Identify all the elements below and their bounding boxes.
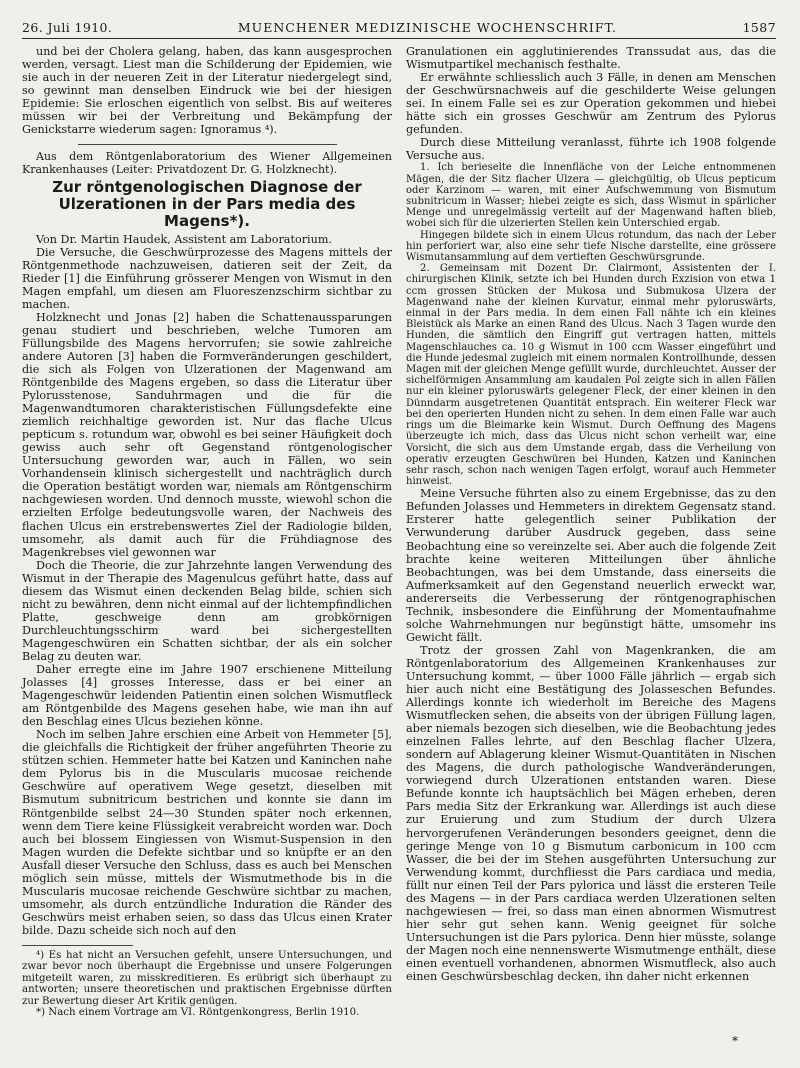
body-paragraph: Er erwähnte schliesslich auch 3 Fälle, in denen am Menschen der Geschwürsnachweis auf die geschilderte Weise gelungen sei. In einem Falle sei es zur Operation gekommen und hiebei hätte sich ein grosses Geschwür am Zentrum des Pylorus gefunden. (406, 71, 776, 137)
text-columns (22, 45, 776, 1018)
author-line: Von Dr. Martin Haudek, Assistent am Laboratorium. (36, 232, 332, 246)
article-separator (78, 144, 337, 145)
experiment-paragraph: 2. Gemeinsam mit Dozent Dr. Clairmont, Assistenten der I. chirurgischen Klinik, setzte ich bei Hunden durch Exzision von etwa 1 ccm grossen Stücken der Mukosa und Submukosa Ulzera der Magenwand nahe der kleinen Kurvatur, einmal mehr pyloruswärts, einmal in der Pars media. In dem einen Fall nähte ich ein kleines Bleistück als Marke an einen Rand des Ulcus. Nach 3 Tagen wurde den Hunden, die sämtlich den Eingriff gut vertragen hatten, mittels Magenschlauches ca. 10 g Wismut in 100 ccm Wasser eingeführt und die Hunde jedesmal zugleich mit einem normalen Kontrollhunde, dessen Magen mit der gleichen Menge gefüllt wurde, durchleuchtet. Ausser der sichelförmigen Ansammlung am kaudalen Pol zeigte sich in allen Fällen nur ein kleiner pyloruswärts gelegener Fleck, der einer kleinen in den Dünndarm ausgetretenen Quantität entsprach. Ein weiterer Fleck war bei den operierten Hunden nicht zu sehen. In dem einen Falle war auch rings um die Bleimarke kein Wismut. Durch Oeffnung des Magens überzeugte ich mich, dass das Ulcus nicht schon verheilt war, eine Vorsicht, die sich aus dem Umstande ergab, dass die Verheilung von operativ erzeugten Geschwüren bei Hunden, Katzen und Kaninchen sehr rasch, schon nach wenigen Tagen erfolgt, worauf auch Hemmeter hinweist. (406, 263, 776, 488)
article-title: Zur röntgenologischen Diagnose der Ulzerationen in der Pars media des Magens*). (52, 177, 362, 230)
right-column (406, 45, 776, 1018)
institution-line: Aus dem Röntgenlaboratorium des Wiener Allgemeinen Krankenhauses (Leiter: Privatdozent Dr. G. Holzknecht). (22, 150, 392, 176)
left-column (22, 45, 392, 1018)
footnote: ⁴) Es hat nicht an Versuchen gefehlt, unsere Untersuchungen, und zwar bevor noch überhaupt die Ergebnisse und unsere Folgerungen mitgeteilt waren, zu misskreditieren. Es erübrigt sich überhaupt zu antworten; unsere theoretischen und praktischen Ergebnisse dürften zur Bewertung dieser Art Kritik genügen. (22, 950, 392, 1007)
footnote-separator (22, 945, 133, 946)
body-paragraph: Daher erregte eine im Jahre 1907 erschienene Mitteilung Jolasses [4] grosses Interesse, dass er bei einer an Magengeschwür leidenden Patientin einen solchen Wismutfleck am Röntgenbilde des Magens gesehen habe, wie man ihn auf den Beschlag eines Ulcus beziehen könne. (22, 663, 392, 729)
body-paragraph: Durch diese Mitteilung veranlasst, führte ich 1908 folgende Versuche aus. (406, 136, 776, 163)
journal-title: MUENCHENER MEDIZINISCHE WOCHENSCHRIFT. (237, 20, 617, 35)
page-number: 1587 (742, 20, 776, 35)
running-header (22, 20, 776, 39)
footnote: *) Nach einem Vortrage am VI. Röntgenkongress, Berlin 1910. (36, 1007, 360, 1019)
body-paragraph: Doch die Theorie, die zur Jahrzehnte langen Verwendung des Wismut in der Therapie des Magenulcus geführt hatte, dass auf diesem das Wismut einen deckenden Belag bilde, schien sich nicht zu bewähren, denn nicht einmal auf der lichtempfindlichen Platte, geschweige denn am grobkörnigen Durchleuchtungsschirm ward bei sichergestellten Magengeschwüren ein Schatten sichtbar, der als ein solcher Belag zu deuten war. (22, 558, 392, 663)
experiment-paragraph: Hingegen bildete sich in einem Ulcus rotundum, das nach der Leber hin perforiert war, also eine sehr tiefe Nische darstellte, eine grössere Wismutansammlung auf dem vertieften Geschwürsgrunde. (406, 229, 776, 264)
issue-date: 26. Juli 1910. (22, 20, 113, 35)
page-mark: * (732, 1034, 738, 1048)
previous-article-ending: und bei der Cholera gelang, haben, das kann ausgesprochen werden, versagt. Liest man die Schilderung der Epidemien, wie sie auch in der neueren Zeit in der Literatur niedergelegt sind, so gewinnt man denselben Eindruck wie bei der hiesigen Epidemie: Sie erloschen eigentlich von selbst. Bis auf weiteres müssen wir bei der Verbreitung und Bekämpfung der Genickstarre wiederum sagen: Ignoramus ⁴). (22, 45, 392, 137)
body-paragraph: Die Versuche, die Geschwürprozesse des Magens mittels der Röntgenmethode nachzuweisen, datieren seit der Zeit, da Rieder [1] die Einführung grösserer Mengen von Wismut in den Magen empfahl, um diesen am Fluoreszenzschirm sichtbar zu machen. (22, 245, 392, 311)
body-paragraph: Holzknecht und Jonas [2] haben die Schattenaussparungen genau studiert und beschrieben, welche Tumoren am Füllungsbilde des Magens hervorrufen; sie sowie zahlreiche andere Autoren [3] haben die Formveränderungen geschildert, die sich als Folgen von Ulzerationen der Magenwand am Röntgenbilde des Magens ergeben, so dass die Literatur über Pylorusstenose, Sanduhrmagen und die für die Magenwandtumoren charakteristischen Füllungsdefekte eine ziemlich reichhaltige geworden ist. Nur das flache Ulcus pepticum s. rotundum war, obwohl es bei seiner Häufigkeit doch gewiss auch sehr oft Gegenstand röntgenologischer Untersuchung geworden war, auch in Fällen, wo sein Vorhandensein klinisch sichergestellt und nachträglich durch die Operation bestätigt worden war, niemals am Röntgenschirm nachgewiesen worden. Und dennoch musste, wiewohl schon die erzielten Erfolge bedeutungsvolle waren, der Nachweis des flachen Ulcus ein erstrebenswertes Ziel der Radiologie bilden, umsomehr, als damit auch für die Frühdiagnose des Magenkrebses viel gewonnen war (22, 310, 392, 559)
body-paragraph: Meine Versuche führten also zu einem Ergebnisse, das zu den Befunden Jolasses und Hemmeters in direktem Gegensatz stand. Ersterer hatte gelegentlich seiner Publikation der Verwunderung darüber Ausdruck gegeben, dass seine Beobachtung eine so vereinzelte sei. Aber auch die folgende Zeit brachte keine weiteren Mitteilungen über ähnliche Beobachtungen, was bei dem Umstande, dass einerseits die Aufmerksamkeit auf den Gegenstand neuerlich erweckt war, andererseits die Verbesserung der röntgenographischen Technik, insbesondere die Einführung der Momentaufnahme solche Wahrnehmungen nur begünstigt hätte, umsomehr ins Gewicht fällt. (406, 487, 776, 644)
body-paragraph: Granulationen ein agglutinierendes Transsudat aus, das die Wismutpartikel mechanisch festhalte. (406, 45, 776, 72)
body-paragraph: Noch im selben Jahre erschien eine Arbeit von Hemmeter [5], die gleichfalls die Richtigkeit der früher angeführten Theorie zu stützen schien. Hemmeter hatte bei Katzen und Kaninchen nahe dem Pylorus bis in die Muscularis mucosae reichende Geschwüre auf operativem Wege gesetzt, dieselben mit Bismutum subnitricum bestrichen und konnte sie dann im Röntgenbilde selbst 24—30 Stunden später noch erkennen, wenn dem Tiere keine Flüssigkeit verabreicht worden war. Doch auch bei blossem Eingiessen von Wismut-Suspension in den Magen wurden die Defekte sichtbar und so knüpfte er an den Ausfall dieser Versuche den Schluss, dass es auch bei Menschen möglich sein müsse, mittels der Wismutmethode bis in die Muscularis mucosae reichende Geschwüre sichtbar zu machen, umsomehr, als durch entzündliche Induration die Ränder des Geschwürs meist erhaben seien, so dass das Ulcus einen Krater bilde. Dazu scheide sich noch auf den (22, 728, 392, 937)
experiment-paragraph: 1. Ich berieselte die Innenfläche von der Leiche entnommenen Mägen, die der Sitz flacher Ulzera — gleichgültig, ob Ulcus pepticum oder Karzinom — waren, mit einer Aufschwemmung von Bismutum subnitricum in Wasser; hiebei zeigte es sich, dass Wismut in spärlicher Menge und unregelmässig verteilt auf der Magenwand haften blieb, wobei sich für die ulzerierten Stellen kein Unterschied ergab. (406, 162, 776, 230)
body-paragraph: Trotz der grossen Zahl von Magenkranken, die am Röntgenlaboratorium des Allgemeinen Krankenhauses zur Untersuchung kommt, — über 1000 Fälle jährlich — ergab sich hier auch nicht eine Bestätigung des Jolasseschen Befundes. Allerdings konnte ich wiederholt im Bereiche des Magens Wismutflecken sehen, die abseits von der übrigen Füllung lagen, aber niemals bezogen sich dieselben, wie die Beobachtung jedes einzelnen Falles lehrte, auf den Beschlag flacher Ulzera, sondern auf Ablagerung kleiner Wismut-Quantitäten in Nischen des Magens, die durch pathologische Wandveränderungen, vorwiegend durch Ulzerationen entstanden waren. Diese Befunde konnte ich hauptsächlich bei Mägen erheben, deren Pars media Sitz der Erkrankung war. Allerdings ist auch diese zur Eruierung und zum Studium der durch Ulzera hervorgerufenen Veränderungen besonders geeignet, denn die geringe Menge von 10 g Bismutum carbonicum in 100 ccm Wasser, die bei der im Stehen ausgeführten Untersuchung zur Verwendung kommt, durchfliesst die Pars cardiaca und media, füllt nur einen Teil der Pars pylorica und lässt die ersteren Teile des Magens — in der Pars cardiaca werden Ulzerationen selten nachgewiesen — frei, so dass man einen abnormen Wismutrest hier sehr gut sehen kann. Wenig geeignet für solche Untersuchungen ist die Pars pylorica. Denn hier müsste, solange der Magen noch eine nennenswerte Wismutmenge enthält, diese einen eventuell vorhandenen, abnormen Wismutfleck, also auch einen Geschwürsbeschlag decken, ihn daher nicht erkennen (406, 643, 776, 984)
